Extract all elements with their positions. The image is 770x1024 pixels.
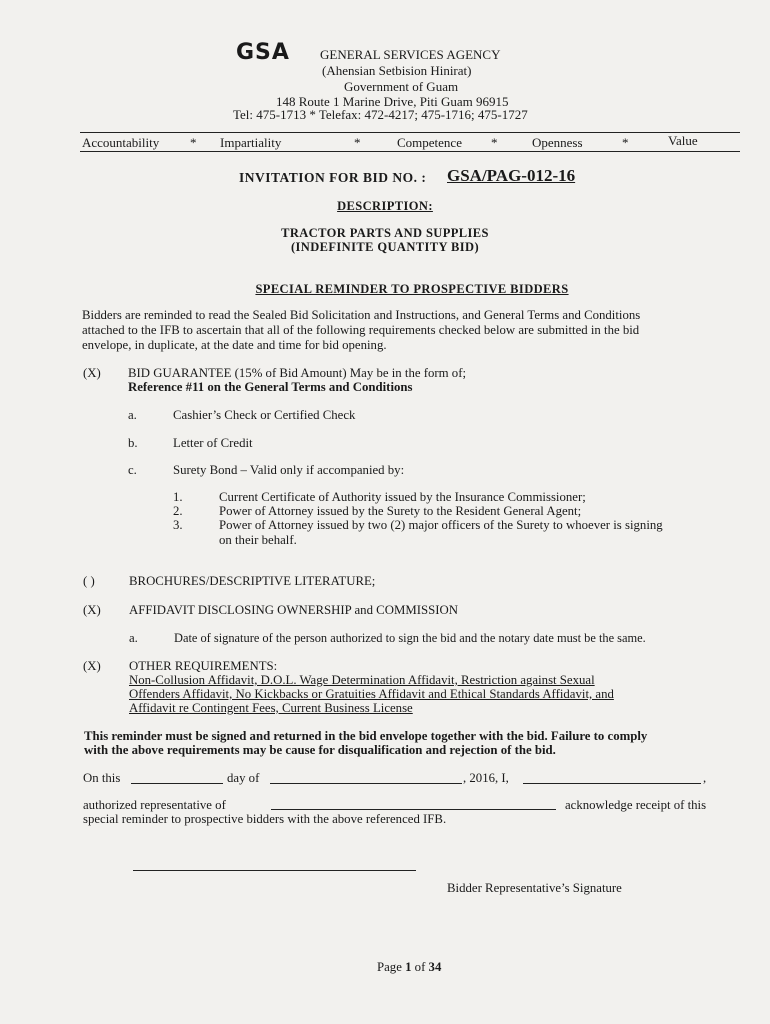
signature-label: Bidder Representative’s Signature xyxy=(447,881,622,895)
value-separator: * xyxy=(622,135,629,150)
company-input-line[interactable] xyxy=(271,798,556,810)
checkbox-mark: (X) xyxy=(83,659,101,673)
value-competence: Competence xyxy=(397,135,462,150)
invitation-label: INVITATION FOR BID NO. : xyxy=(239,170,427,185)
header-rule-bottom xyxy=(80,151,740,152)
other-requirements-heading: OTHER REQUIREMENTS: xyxy=(129,659,278,673)
other-requirements-line: Offenders Affidavit, No Kickbacks or Gratuities Affidavit and Ethical Standards Affidavit, and xyxy=(129,687,614,701)
acknowledge-label: acknowledge receipt of this xyxy=(565,798,707,812)
list-item-text: Letter of Credit xyxy=(173,436,253,450)
government-line: Government of Guam xyxy=(344,79,459,94)
month-input-line[interactable] xyxy=(270,772,462,784)
value-value: Value xyxy=(668,133,698,148)
signature-line[interactable] xyxy=(133,870,416,871)
sublist-item-continuation: on their behalf. xyxy=(219,533,297,547)
phone-line: Tel: 475-1713 * Telefax: 472-4217; 475-1716; 475-1727 xyxy=(233,107,528,122)
gsa-logo: GSA xyxy=(236,40,290,65)
page-of: of xyxy=(411,960,429,974)
bid-guarantee-line: BID GUARANTEE (15% of Bid Amount) May be in the form of; xyxy=(128,366,467,380)
intro-line: Bidders are reminded to read the Sealed Bid Solicitation and Instructions, and General Terms and Conditions xyxy=(82,308,641,322)
on-this-label: On this xyxy=(83,771,121,785)
address-line: 148 Route 1 Marine Drive, Piti Guam 96915 xyxy=(276,94,509,109)
authorized-representative-label: authorized representative of xyxy=(83,798,226,812)
description-line-2: (INDEFINITE QUANTITY BID) xyxy=(290,240,480,254)
acknowledge-line-2: special reminder to prospective bidders with the above referenced IFB. xyxy=(83,812,447,826)
list-item-text: Date of signature of the person authorized to sign the bid and the notary date must be the same. xyxy=(174,631,646,645)
intro-line: attached to the IFB to ascertain that all of the following requirements checked below are submitted in the bid xyxy=(82,323,640,337)
page-current: 1 xyxy=(405,960,412,974)
warning-line: This reminder must be signed and returned in the bid envelope together with the bid. Failure to comply xyxy=(84,729,648,743)
sublist-item-label: 3. xyxy=(173,518,183,532)
list-item-label: b. xyxy=(128,436,138,450)
day-of-label: day of xyxy=(227,771,260,785)
other-requirements-line: Non-Collusion Affidavit, D.O.L. Wage Determination Affidavit, Restriction against Sexual xyxy=(129,673,595,687)
value-accountability: Accountability xyxy=(82,135,160,150)
agency-name: GENERAL SERVICES AGENCY xyxy=(320,47,501,62)
list-item-text: Cashier’s Check or Certified Check xyxy=(173,408,356,422)
page-prefix: Page xyxy=(377,960,406,974)
checkbox-mark: (X) xyxy=(83,603,101,617)
list-item-label: a. xyxy=(129,631,138,645)
other-requirements-line: Affidavit re Contingent Fees, Current Business License xyxy=(129,701,413,715)
sublist-item-text: Power of Attorney issued by the Surety to the Resident General Agent; xyxy=(219,504,582,518)
list-item-text: Surety Bond – Valid only if accompanied by: xyxy=(173,463,405,477)
value-separator: * xyxy=(491,135,498,150)
day-input-line[interactable] xyxy=(131,772,223,784)
list-item-label: a. xyxy=(128,408,137,422)
name-input-line[interactable] xyxy=(523,772,701,784)
bid-number: GSA/PAG-012-16 xyxy=(447,166,576,185)
bid-guarantee-reference: Reference #11 on the General Terms and Conditions xyxy=(128,380,413,394)
sublist-item-text: Power of Attorney issued by two (2) major officers of the Surety to whoever is signing xyxy=(219,518,663,532)
page-total: 34 xyxy=(428,960,442,974)
page-number xyxy=(377,960,441,975)
affidavit-line: AFFIDAVIT DISCLOSING OWNERSHIP and COMMISSION xyxy=(129,603,458,617)
intro-line: envelope, in duplicate, at the date and time for bid opening. xyxy=(82,338,387,352)
value-separator: * xyxy=(190,135,197,150)
checkbox-mark: (X) xyxy=(83,366,101,380)
list-item-label: c. xyxy=(128,463,137,477)
warning-line: with the above requirements may be cause for disqualification and rejection of the bid. xyxy=(84,743,556,757)
brochures-line: BROCHURES/DESCRIPTIVE LITERATURE; xyxy=(129,574,376,588)
description-heading: DESCRIPTION: xyxy=(337,199,433,213)
value-separator: * xyxy=(354,135,361,150)
comma: , xyxy=(703,771,707,785)
description-line-1: TRACTOR PARTS AND SUPPLIES xyxy=(281,226,489,240)
sublist-item-label: 2. xyxy=(173,504,183,518)
reminder-title: SPECIAL REMINDER TO PROSPECTIVE BIDDERS xyxy=(255,282,569,296)
year-label: , 2016, I, xyxy=(463,771,509,785)
value-openness: Openness xyxy=(532,135,583,150)
value-impartiality: Impartiality xyxy=(220,135,282,150)
sublist-item-text: Current Certificate of Authority issued by the Insurance Commissioner; xyxy=(219,490,586,504)
header-rule-top xyxy=(80,132,740,133)
sublist-item-label: 1. xyxy=(173,490,183,504)
agency-native-name: (Ahensian Setbision Hinirat) xyxy=(322,63,472,78)
checkbox-mark: ( ) xyxy=(83,574,95,588)
